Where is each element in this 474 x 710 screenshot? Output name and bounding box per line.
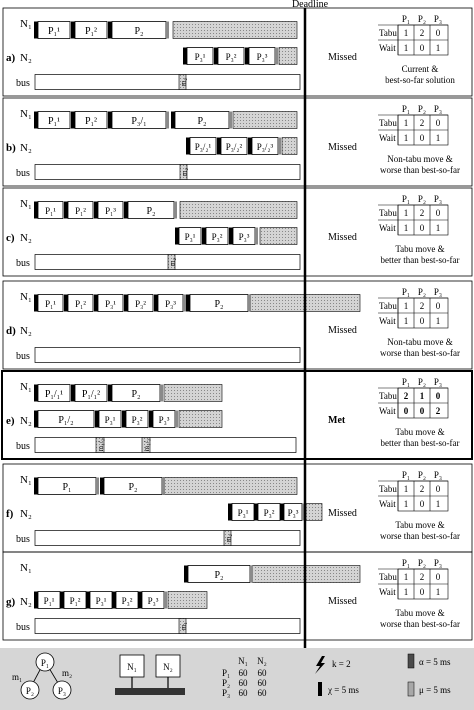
row-label-n1: N₁ (20, 562, 32, 574)
bus-track (35, 348, 300, 363)
overhead-alpha (183, 48, 187, 65)
table-cell: 2 (419, 118, 425, 128)
overhead-alpha (171, 112, 175, 129)
recovery-slack (233, 112, 297, 129)
table-header: P₁ (401, 194, 411, 204)
mu-swatch (408, 682, 414, 696)
overhead-alpha (34, 112, 38, 129)
param-k: k = 2 (332, 659, 351, 669)
scenario-a (3, 8, 472, 96)
row-label-bus: bus (16, 622, 30, 633)
table-cell: 2 (419, 28, 425, 38)
wcet-cell: 60 (257, 668, 267, 678)
overhead-mu (166, 22, 169, 39)
arch-node-label: N₂ (163, 662, 173, 672)
row-label-bus: bus (16, 534, 30, 545)
scenario-caption: best-so-far solution (385, 75, 455, 85)
overhead-alpha (149, 411, 153, 428)
task-label: P₂ (197, 116, 207, 127)
overhead-alpha (186, 295, 190, 312)
table-cell: 0 (419, 406, 425, 416)
scenario-label: f) (6, 508, 14, 520)
overhead-mu (248, 295, 251, 312)
table-row-label: Tabu (379, 572, 397, 582)
bus-track (35, 75, 300, 90)
task-label: P₁² (69, 596, 81, 606)
overhead-alpha (95, 411, 99, 428)
task-label: P₂ (131, 389, 141, 400)
overhead-alpha (217, 138, 221, 155)
table-cell: 0 (435, 391, 441, 401)
legend (0, 648, 474, 710)
table-row-label: Wait (379, 499, 396, 509)
overhead-alpha (71, 22, 75, 39)
scenario-caption: Tabu move & (395, 244, 445, 254)
task-label: P₂ (214, 299, 224, 310)
table-cell: 1 (403, 587, 409, 597)
graph-edge-label: m₂ (62, 668, 73, 678)
task-label: P₃³ (287, 508, 299, 518)
scenario-caption: worse than best-so-far (380, 531, 460, 541)
table-header: P₂ (417, 287, 427, 297)
task-label: P₁¹ (47, 116, 61, 127)
table-cell: 1 (435, 316, 441, 326)
graph-node-label: P₂ (25, 686, 35, 696)
table-header: P₃ (433, 194, 443, 204)
row-label-bus: bus (16, 78, 30, 89)
table-cell: 2 (403, 391, 409, 401)
wcet-cell: 60 (238, 668, 248, 678)
task-label: P₃³ (238, 232, 250, 242)
table-cell: 1 (435, 133, 441, 143)
scenario-caption: Non-tabu move & (387, 154, 453, 164)
row-label-n2: N₂ (20, 232, 32, 244)
scenario-caption: worse than best-so-far (380, 165, 460, 175)
tabu-table (378, 470, 448, 511)
overhead-mu (275, 48, 278, 65)
task-label: P₁³ (105, 206, 116, 216)
arch-node-label: N₁ (127, 662, 137, 672)
scenario-caption: better than best-so-far (380, 438, 460, 448)
scenario-caption: Tabu move & (395, 608, 445, 618)
table-cell: 1 (435, 587, 441, 597)
scenario-label: c) (6, 232, 15, 244)
deadline-status: Missed (328, 142, 357, 153)
table-cell: 0 (435, 484, 441, 494)
recovery-slack (180, 202, 297, 219)
param-chi: χ = 5 ms (328, 685, 359, 695)
table-cell: 0 (419, 43, 425, 53)
overhead-mu (183, 295, 186, 312)
overhead-alpha (94, 202, 98, 219)
table-cell: 1 (403, 43, 409, 53)
table-cell: 1 (435, 223, 441, 233)
row-label-n1: N₁ (20, 474, 32, 486)
scenario-c (3, 188, 472, 276)
overhead-mu (255, 228, 258, 245)
bus-track (35, 619, 300, 634)
recovery-slack (173, 22, 297, 39)
recovery-slack (260, 228, 297, 245)
row-label-n1: N₁ (20, 291, 32, 303)
deadline-status: Missed (328, 596, 357, 607)
bus-track (35, 531, 300, 546)
task-label: P₃¹ (105, 299, 116, 309)
task-label: P₃¹ (237, 508, 249, 518)
wcet-cell: 60 (238, 688, 248, 698)
wcet-header: N₁ (238, 656, 248, 666)
tabu-table (378, 377, 448, 418)
table-row-label: Wait (379, 587, 396, 597)
scenario-caption: worse than best-so-far (380, 348, 460, 358)
overhead-alpha (34, 202, 38, 219)
task-label: P₃¹ (184, 232, 196, 242)
overhead-alpha (280, 504, 284, 521)
table-cell: 1 (419, 391, 425, 401)
task-label: P₃² (135, 299, 146, 309)
row-label-n2: N₂ (20, 52, 32, 64)
overhead-mu (250, 566, 253, 583)
scenario-label: d) (6, 325, 16, 337)
table-header: P₁ (401, 14, 411, 24)
overhead-alpha (34, 592, 38, 609)
task-label: P₃² (131, 415, 143, 425)
table-header: P₁ (401, 104, 411, 114)
overhead-alpha (108, 112, 112, 129)
task-label: P₃/₂¹ (194, 142, 212, 152)
recovery-slack (279, 48, 297, 65)
deadline-status: Missed (328, 325, 357, 336)
overhead-alpha (245, 48, 249, 65)
overhead-alpha (108, 22, 112, 39)
scenario-f (3, 464, 472, 552)
task-label: P₃² (263, 508, 275, 518)
deadline-status: Missed (328, 52, 357, 63)
overhead-mu (229, 112, 232, 129)
task-label: P₃² (121, 596, 133, 606)
deadline-status: Missed (328, 508, 357, 519)
table-header: P₂ (417, 14, 427, 24)
overhead-alpha (186, 138, 190, 155)
table-cell: 0 (435, 208, 441, 218)
table-row-label: Wait (379, 43, 396, 53)
overhead-alpha (124, 202, 128, 219)
table-cell: 2 (419, 301, 425, 311)
wcet-row-label: P₃ (222, 688, 231, 698)
tabu-table (378, 104, 448, 145)
overhead-alpha (100, 478, 104, 495)
task-label: P₂ (134, 26, 144, 37)
table-cell: 0 (419, 499, 425, 509)
scenario-caption: worse than best-so-far (380, 619, 460, 629)
scenario-label: b) (6, 142, 16, 154)
table-row-label: Wait (379, 133, 396, 143)
recovery-slack (179, 411, 222, 428)
overhead-mu (174, 202, 177, 219)
overhead-alpha (64, 295, 68, 312)
overhead-alpha (34, 411, 38, 428)
table-header: P₂ (417, 470, 427, 480)
task-label: P₂ (146, 206, 156, 217)
tabu-table (378, 14, 448, 55)
overhead-alpha (60, 592, 64, 609)
table-cell: 0 (435, 572, 441, 582)
task-label: P₃³ (158, 415, 170, 425)
wcet-row-label: P₂ (222, 678, 231, 688)
table-header: P₁ (401, 470, 411, 480)
overhead-alpha (34, 22, 38, 39)
table-cell: 2 (419, 208, 425, 218)
overhead-alpha (254, 504, 258, 521)
overhead-alpha (122, 411, 126, 428)
table-cell: 0 (435, 28, 441, 38)
bus-message-label: m₁/₂ (143, 438, 151, 452)
overhead-mu (96, 478, 99, 495)
scenario-caption: Tabu move & (395, 427, 445, 437)
wcet-cell: 60 (257, 678, 267, 688)
table-row-label: Wait (379, 316, 396, 326)
table-header: P₁ (401, 558, 411, 568)
overhead-alpha (64, 202, 68, 219)
row-label-bus: bus (16, 441, 30, 452)
overhead-alpha (229, 228, 233, 245)
deadline-status: Met (328, 415, 346, 426)
row-label-n1: N₁ (20, 198, 32, 210)
scenario-caption: Current & (401, 64, 439, 74)
scenario-label: a) (6, 52, 16, 64)
arch-bus (115, 688, 185, 695)
bus-message-label: m₂ (179, 78, 188, 86)
recovery-slack (282, 138, 297, 155)
row-label-n1: N₁ (20, 108, 32, 120)
table-row-label: Tabu (379, 208, 397, 218)
overhead-alpha (138, 592, 142, 609)
chi-swatch (318, 682, 322, 696)
task-label: P₁/₁² (81, 389, 101, 400)
table-cell: 1 (403, 572, 409, 582)
table-header: P₃ (433, 558, 443, 568)
table-header: P₃ (433, 104, 443, 114)
graph-node-label: P₃ (57, 686, 67, 696)
task-label: P₁¹ (43, 596, 55, 606)
wcet-row-label: P₁ (222, 668, 231, 678)
table-cell: 1 (403, 499, 409, 509)
table-header: P₂ (417, 104, 427, 114)
table-header: P₂ (417, 194, 427, 204)
overhead-mu (166, 112, 169, 129)
overhead-alpha (184, 566, 188, 583)
table-cell: 2 (435, 406, 441, 416)
task-label: P₃³ (256, 52, 268, 62)
overhead-mu (164, 592, 167, 609)
task-label: P₁/₂ (58, 415, 74, 426)
row-label-bus: bus (16, 351, 30, 362)
task-label: P₁² (84, 26, 98, 37)
table-cell: 0 (435, 301, 441, 311)
overhead-alpha (124, 295, 128, 312)
bus-track (35, 438, 296, 453)
wcet-cell: 60 (238, 678, 248, 688)
bus-track (35, 255, 300, 270)
overhead-mu (162, 478, 165, 495)
overhead-alpha (202, 228, 206, 245)
scenario-d (3, 281, 472, 369)
table-row-label: Tabu (379, 484, 397, 494)
task-label: P₁² (84, 116, 98, 127)
overhead-alpha (214, 48, 218, 65)
scenario-caption: Non-tabu move & (387, 337, 453, 347)
task-label: P₃³ (147, 596, 159, 606)
overhead-alpha (112, 592, 116, 609)
param-mu: μ = 5 ms (419, 685, 451, 695)
table-header: P₃ (433, 470, 443, 480)
table-cell: 1 (435, 499, 441, 509)
table-cell: 2 (419, 484, 425, 494)
table-row-label: Tabu (379, 301, 397, 311)
tabu-table (378, 558, 448, 599)
task-label: P₂ (214, 570, 224, 581)
task-label: P₃¹ (104, 415, 116, 425)
table-cell: 0 (435, 118, 441, 128)
table-row-label: Tabu (379, 391, 397, 401)
bus-message-label: m₂ (180, 168, 189, 176)
overhead-alpha (248, 138, 252, 155)
table-cell: 1 (403, 301, 409, 311)
task-label: P₃/₁ (131, 116, 147, 127)
scenario-caption: better than best-so-far (380, 255, 460, 265)
table-cell: 1 (435, 43, 441, 53)
task-label: P₁² (75, 206, 86, 216)
scenario-g (3, 552, 472, 640)
task-label: P₃/₂² (225, 142, 243, 152)
table-row-label: Wait (379, 406, 396, 416)
table-cell: 1 (403, 118, 409, 128)
task-label: P₃³ (165, 299, 176, 309)
table-cell: 1 (403, 223, 409, 233)
overhead-alpha (154, 295, 158, 312)
task-label: P₃² (211, 232, 223, 242)
row-label-bus: bus (16, 258, 30, 269)
scenario-panels (2, 8, 472, 640)
param-alpha: α = 5 ms (419, 657, 451, 667)
row-label-n2: N₂ (20, 508, 32, 520)
overhead-alpha (175, 228, 179, 245)
task-label: P₃² (225, 52, 237, 62)
scenario-caption: Tabu move & (395, 520, 445, 530)
recovery-slack (306, 504, 322, 521)
table-header: P₃ (433, 14, 443, 24)
row-label-n2: N₂ (20, 142, 32, 154)
overhead-mu (278, 138, 281, 155)
task-label: P₃¹ (194, 52, 206, 62)
scenario-label: g) (6, 596, 16, 608)
recovery-slack (168, 592, 207, 609)
wcet-header: N₂ (257, 656, 267, 666)
table-header: P₂ (417, 558, 427, 568)
overhead-alpha (228, 504, 232, 521)
overhead-alpha (34, 385, 38, 402)
scenario-b (3, 98, 472, 186)
overhead-alpha (34, 478, 38, 495)
task-label: P₂ (128, 482, 138, 493)
overhead-alpha (71, 112, 75, 129)
table-cell: 1 (403, 133, 409, 143)
overhead-alpha (94, 295, 98, 312)
overhead-alpha (86, 592, 90, 609)
overhead-alpha (34, 295, 38, 312)
task-label: P₁¹ (45, 206, 56, 216)
task-label: P₃¹ (95, 596, 107, 606)
row-label-n1: N₁ (20, 18, 32, 30)
task-label: P₁¹ (45, 299, 56, 309)
graph-node-label: P₁ (40, 658, 50, 668)
table-cell: 1 (403, 208, 409, 218)
bus-message-label: m₂ (224, 534, 233, 542)
table-cell: 0 (419, 223, 425, 233)
table-row-label: Tabu (379, 118, 397, 128)
wcet-cell: 60 (257, 688, 267, 698)
table-cell: 0 (403, 406, 409, 416)
bus-message-label: m₂ (168, 258, 177, 266)
deadline-status: Missed (328, 232, 357, 243)
row-label-n2: N₂ (20, 325, 32, 337)
table-header: P₃ (433, 377, 443, 387)
overhead-mu (175, 411, 178, 428)
table-cell: 1 (403, 28, 409, 38)
table-row-label: Tabu (379, 28, 397, 38)
task-label: P₁² (75, 299, 86, 309)
tabu-table (378, 194, 448, 235)
bus-track (35, 165, 300, 180)
task-label: P₁/₁¹ (44, 389, 64, 400)
table-cell: 1 (403, 484, 409, 494)
overhead-mu (160, 385, 163, 402)
row-label-n1: N₁ (20, 381, 32, 393)
overhead-alpha (108, 385, 112, 402)
task-label: P₃/₂³ (256, 142, 274, 152)
table-row-label: Wait (379, 223, 396, 233)
task-label: P₁ (62, 482, 72, 493)
recovery-slack (163, 478, 297, 495)
table-header: P₃ (433, 287, 443, 297)
table-header: P₂ (417, 377, 427, 387)
row-label-n2: N₂ (20, 596, 32, 608)
legend-background (0, 648, 474, 710)
deadline-label: Deadline (291, 0, 329, 10)
table-cell: 1 (403, 316, 409, 326)
alpha-swatch (408, 654, 414, 668)
bus-message-label: m₁/₂ (97, 438, 105, 452)
row-label-bus: bus (16, 168, 30, 179)
task-label: P₁¹ (47, 26, 61, 37)
table-cell: 2 (419, 572, 425, 582)
recovery-slack (164, 385, 222, 402)
table-cell: 0 (419, 587, 425, 597)
bus-message-label: m₁ (179, 622, 188, 630)
scenario-label: e) (6, 415, 15, 427)
row-label-n2: N₂ (20, 415, 32, 427)
table-header: P₁ (401, 287, 411, 297)
overhead-alpha (71, 385, 75, 402)
table-header: P₁ (401, 377, 411, 387)
table-cell: 0 (419, 316, 425, 326)
graph-edge-label: m₁ (12, 672, 23, 682)
table-cell: 0 (419, 133, 425, 143)
tabu-table (378, 287, 448, 328)
scenario-e (2, 371, 472, 459)
